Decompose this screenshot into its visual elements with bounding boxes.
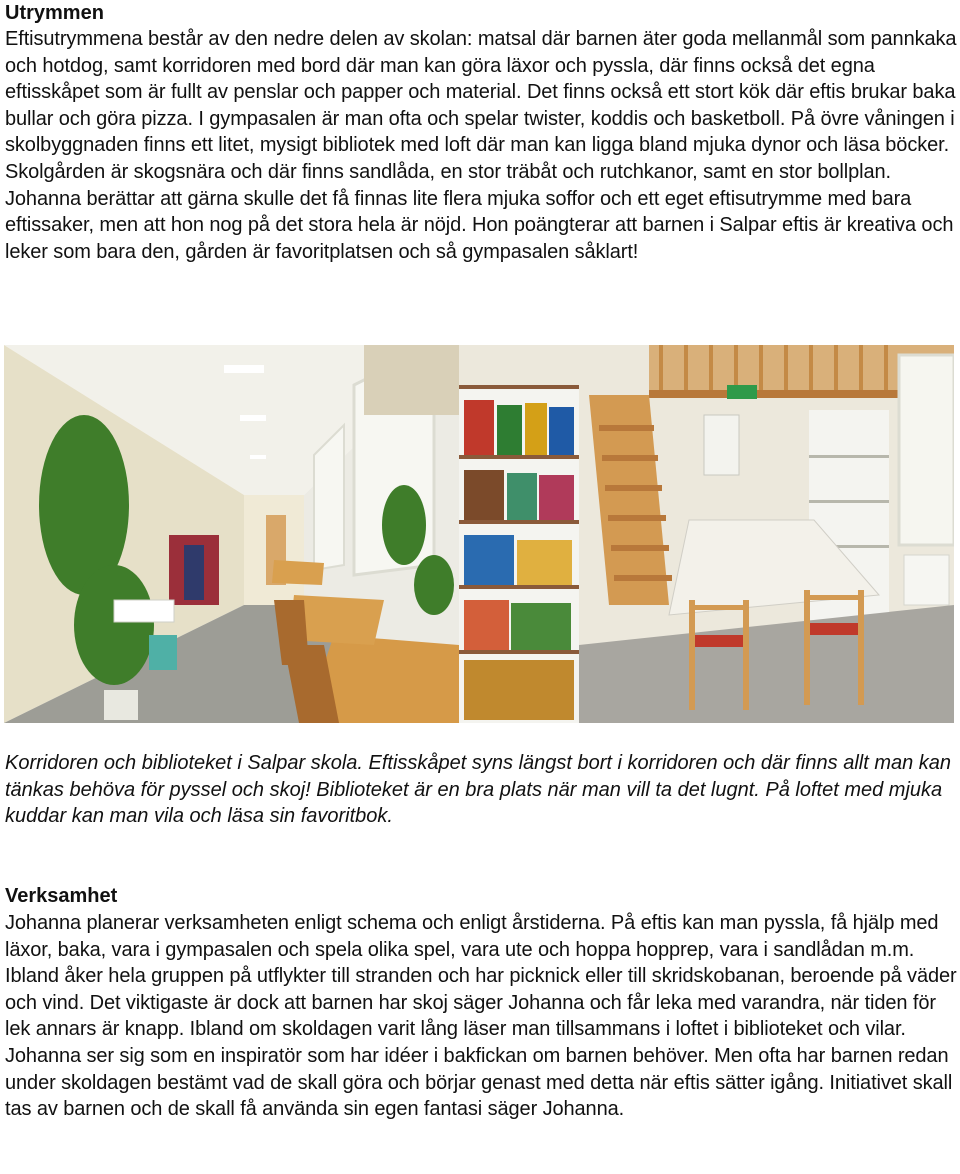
corridor-photo <box>4 345 459 723</box>
paragraph-verksamhet: Johanna planerar verksamheten enligt schema och enligt årstiderna. På eftis kan man pyssla, få hjälp med läxor, baka, vara i gympasalen och spela olika spel, vara ute och hoppa hopprep, vara i sandlådan m.m. Ibland åker hela gruppen på utflykter till stranden och har picknick eller till skridskobanan, beroende på väder och vind. Det viktigaste är dock att barnen har skoj säger Johanna och får leka med varandra, när tiden för lek annars är knapp. Ibland om skoldagen varit lång läser man tillsammans i loftet i biblioteket och vilar. Johanna ser sig som en inspiratör som har idéer i bakfickan om barnen behöver. Men ofta har barnen redan under skoldagen bestämt vad de skall göra och börjar genast med detta när eftis sätter igång. Initiativet skall tas av barnen och de skall få använda sin egen fantasi säger Johanna. <box>5 912 957 1121</box>
photo-caption: Korridoren och biblioteket i Salpar skola. Eftisskåpet syns längst bort i korridoren och där finns allt man kan tänkas behöva för pyssel och skoj! Biblioteket är en bra plats när man vill ta det lugnt. På loftet med mjuka kuddar kan man vila och läsa sin favoritbok. <box>5 752 952 827</box>
paragraph-utrymmen: Eftisutrymmena består av den nedre delen av skolan: matsal där barnen äter goda mellanmål som pannkaka och hotdog, samt korridoren med bord där man kan göra läxor och pyssla, där finns också det egna eftisskåpet som är fullt av penslar och papper och material. Det finns också ett stort kök där eftis brukar baka bullar och göra pizza. I gympasalen är man ofta och spelar twister, koddis och basketboll. På övre våningen i skolbyggnaden finns ett litet, mysigt bibliotek med loft där man kan ligga bland mjuka dynor och läsa böcker. Skolgården är skogsnära och där finns sandlåda, en stor träbåt och rutchkanor, samt en stor bollplan. Johanna berättar att gärna skulle det få finnas lite flera mjuka soffor och ett eget eftisutrymme med bara eftissaker, men att hon nog på det stora hela är nöjd. Hon poängterar att barnen i Salpar eftis är kreativa och leker som bara den, gården är favoritplatsen och så gympasalen såklart! <box>5 28 957 263</box>
library-photo <box>459 345 954 723</box>
heading-verksamhet: Verksamhet <box>5 885 118 907</box>
heading-utrymmen: Utrymmen <box>5 2 104 24</box>
